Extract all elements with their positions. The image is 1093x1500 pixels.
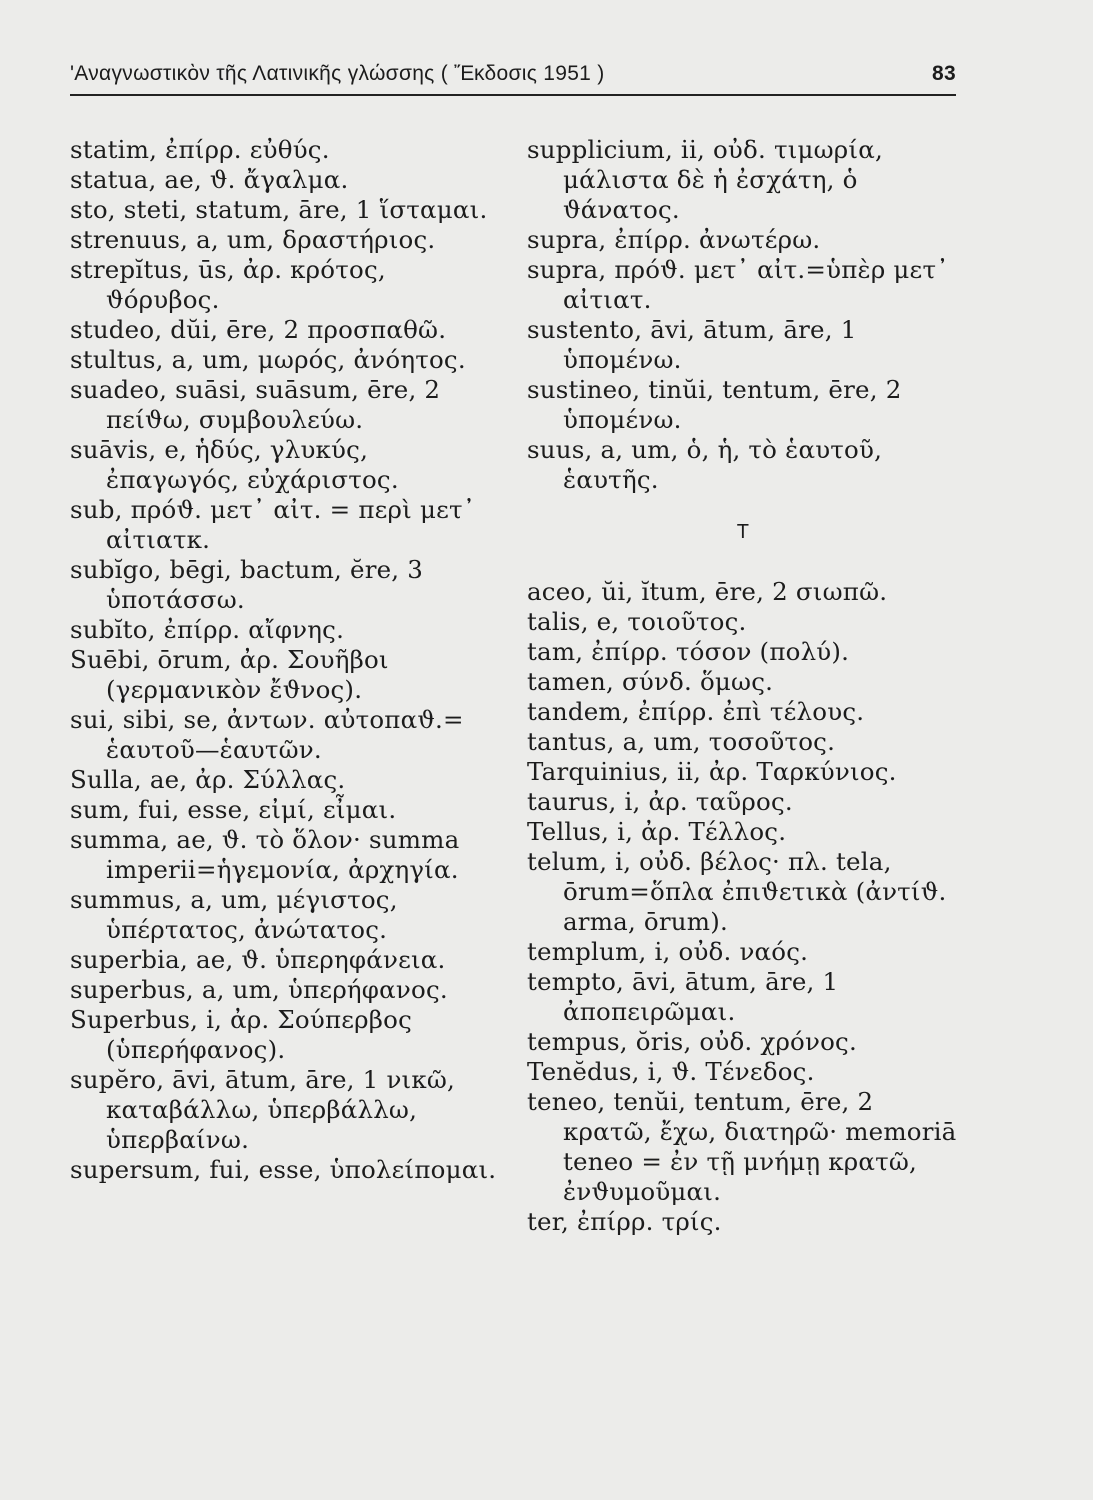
dictionary-entry: sustineo, tinŭi, tentum, ēre, 2 ὑπομένω. — [527, 375, 902, 434]
dictionary-entry: Tarquinius, ii, ἀρ. Ταρκύνιος. — [527, 757, 897, 786]
dictionary-entry: Tellus, i, ἀρ. Τέλλος. — [527, 817, 787, 846]
dictionary-entry: teneo, tenŭi, tentum, ēre, 2 κρατῶ, ἔχω, διατηρῶ· memoriā teneo = ἐν τῇ μνήμῃ κρατῶ, ἐνϑυμοῦμαι. — [527, 1087, 957, 1206]
dictionary-entry: sum, fui, esse, εἰμί, εἶμαι. — [70, 795, 397, 824]
dictionary-entry: strepĭtus, ūs, ἀρ. κρότος, ϑόρυβος. — [70, 255, 386, 314]
dictionary-entry: tandem, ἐπίρρ. ἐπὶ τέλους. — [527, 697, 865, 726]
dictionary-entry: strenuus, a, um, δραστήριος. — [70, 225, 436, 254]
dictionary-entry: summa, ae, ϑ. τὸ ὅλον· summa imperii=ἡγεμονία, ἀρχηγία. — [70, 825, 460, 884]
dictionary-entry: talis, e, τοιοῦτος. — [527, 607, 747, 636]
dictionary-entry: supra, πρόϑ. μετ᾽ αἰτ.=ὑπὲρ μετ᾽ αἰτιατ. — [527, 255, 949, 314]
dictionary-entry: superbia, ae, ϑ. ὑπερηφάνεια. — [70, 945, 446, 974]
dictionary-entry: ter, ἐπίρρ. τρίς. — [527, 1207, 722, 1236]
left-column — [70, 135, 502, 1185]
dictionary-entry: taurus, i, ἀρ. ταῦρος. — [527, 787, 793, 816]
right-column — [527, 135, 959, 1237]
section-letter: T — [736, 521, 750, 543]
dictionary-entry: supra, ἐπίρρ. ἀνωτέρω. — [527, 225, 821, 254]
right-column-s-entries — [527, 135, 959, 495]
header-rule — [70, 94, 956, 96]
dictionary-entry: statua, ae, ϑ. ἄγαλμα. — [70, 165, 349, 194]
dictionary-entry: stultus, a, um, μωρός, ἀνόητος. — [70, 345, 466, 374]
dictionary-entry: tamen, σύνδ. ὅμως. — [527, 667, 774, 696]
dictionary-entry: sustento, āvi, ātum, āre, 1 ὑπομένω. — [527, 315, 857, 374]
dictionary-entry: supplicium, ii, οὐδ. τιμωρία, μάλιστα δὲ ἡ ἐσχάτη, ὁ ϑάνατος. — [527, 135, 883, 224]
dictionary-entry: superbus, a, um, ὑπερήφανος. — [70, 975, 448, 1004]
dictionary-entry: subĭto, ἐπίρρ. αἴφνης. — [70, 615, 345, 644]
dictionary-entry: Sulla, ae, ἀρ. Σύλλας. — [70, 765, 346, 794]
dictionary-entry: Suēbi, ōrum, ἀρ. Σουῆβοι (γερμανικὸν ἔϑνος). — [70, 645, 389, 704]
dictionary-entry: templum, i, οὐδ. ναός. — [527, 937, 809, 966]
dictionary-entry: statim, ἐπίρρ. εὐθύς. — [70, 135, 330, 164]
header-title: 'Αναγνωστικὸν τῆς Λατινικῆς γλώσσης ( Ἔκδοσις 1951 ) — [70, 62, 605, 85]
dictionary-entry: tempto, āvi, ātum, āre, 1 ἀποπειρῶμαι. — [527, 967, 839, 1026]
dictionary-entry: suāvis, e, ἡδύς, γλυκύς, ἐπαγωγός, εὐχάριστος. — [70, 435, 399, 494]
dictionary-entry: suadeo, suāsi, suāsum, ēre, 2 πείϑω, συμβουλεύω. — [70, 375, 441, 434]
dictionary-entry: sub, πρόϑ. μετ᾽ αἰτ. = περὶ μετ᾽ αἰτιατκ. — [70, 495, 476, 554]
running-header — [70, 60, 956, 94]
dictionary-entry: tantus, a, um, τοσοῦτος. — [527, 727, 836, 756]
dictionary-entry: subĭgo, bēgi, bactum, ĕre, 3 ὑποτάσσω. — [70, 555, 424, 614]
dictionary-entry: supersum, fui, esse, ὑπολείπομαι. — [70, 1155, 497, 1184]
dictionary-entry: summus, a, um, μέγιστος, ὑπέρτατος, ἀνώτατος. — [70, 885, 398, 944]
dictionary-entry: sui, sibi, se, ἀντων. αὐτοπαϑ.= ἑαυτοῦ—ἑαυτῶν. — [70, 705, 464, 764]
dictionary-entry: studeo, dŭi, ēre, 2 προσπαθῶ. — [70, 315, 447, 344]
right-column-t-entries — [527, 577, 959, 1237]
dictionary-entry: Superbus, i, ἀρ. Σούπερβος (ὑπερήφανος). — [70, 1005, 413, 1064]
dictionary-entry: sto, steti, statum, āre, 1 ἵσταμαι. — [70, 195, 488, 224]
page-number: 83 — [932, 62, 956, 85]
dictionary-entry: telum, i, οὐδ. βέλος· πλ. tela, ōrum=ὅπλα ἐπιϑετικὰ (ἀντίϑ. arma, ōrum). — [527, 847, 947, 936]
dictionary-entry: aceo, ŭi, ĭtum, ēre, 2 σιωπῶ. — [527, 577, 888, 606]
dictionary-entry: suus, a, um, ὁ, ἡ, τὸ ἑαυτοῦ, ἑαυτῆς. — [527, 435, 883, 494]
dictionary-entry: Tenĕdus, i, ϑ. Τένεδος. — [527, 1057, 815, 1086]
dictionary-entry: supĕro, āvi, ātum, āre, 1 νικῶ, καταβάλλω, ὑπερβάλλω, ὑπερβαίνω. — [70, 1065, 456, 1154]
dictionary-entry: tempus, ŏris, οὐδ. χρόνος. — [527, 1027, 857, 1056]
dictionary-entry: tam, ἐπίρρ. τόσον (πολύ). — [527, 637, 850, 666]
